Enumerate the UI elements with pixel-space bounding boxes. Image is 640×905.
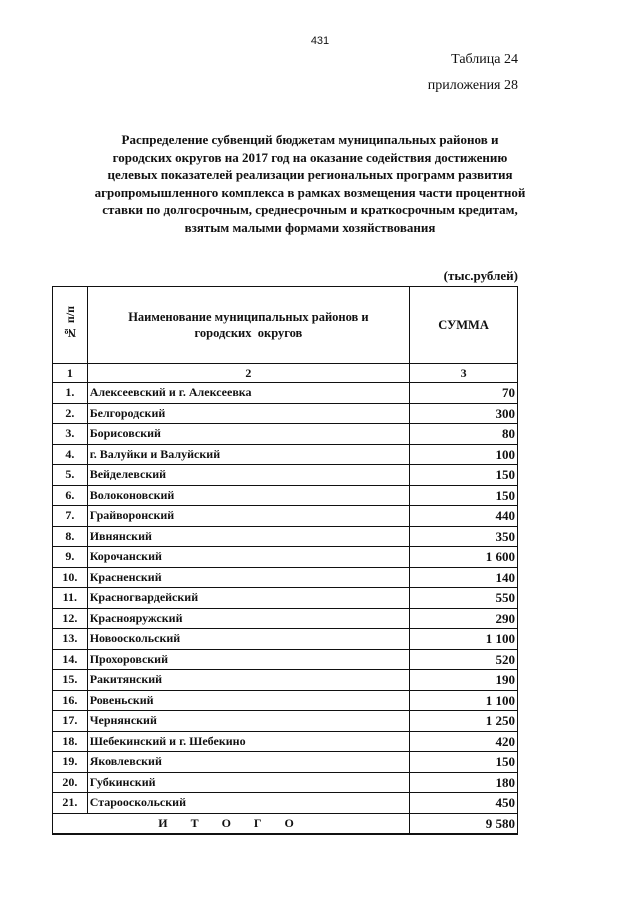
row-sum: 300 bbox=[410, 403, 518, 424]
row-name: Ракитянский bbox=[87, 670, 409, 691]
row-number: 4. bbox=[53, 444, 88, 465]
row-sum: 70 bbox=[410, 383, 518, 404]
table-row bbox=[53, 506, 518, 527]
table-row bbox=[53, 424, 518, 445]
total-sum: 9 580 bbox=[410, 813, 518, 834]
row-sum: 150 bbox=[410, 752, 518, 773]
row-sum: 1 100 bbox=[410, 690, 518, 711]
row-sum: 550 bbox=[410, 588, 518, 609]
row-sum: 450 bbox=[410, 793, 518, 814]
row-name: Губкинский bbox=[87, 772, 409, 793]
row-number: 2. bbox=[53, 403, 88, 424]
row-sum: 290 bbox=[410, 608, 518, 629]
table-row bbox=[53, 465, 518, 486]
table-reference: Таблица 24 bbox=[451, 52, 518, 67]
row-name: Белгородский bbox=[87, 403, 409, 424]
row-sum: 150 bbox=[410, 485, 518, 506]
row-sum: 420 bbox=[410, 731, 518, 752]
table-row bbox=[53, 567, 518, 588]
subvention-table bbox=[52, 286, 518, 835]
table-row bbox=[53, 793, 518, 814]
row-number: 16. bbox=[53, 690, 88, 711]
title-line: Распределение субвенций бюджетам муниципальных районов и bbox=[121, 132, 499, 147]
table-row bbox=[53, 649, 518, 670]
row-number: 1. bbox=[53, 383, 88, 404]
table-row bbox=[53, 690, 518, 711]
row-number: 19. bbox=[53, 752, 88, 773]
table-row bbox=[53, 752, 518, 773]
row-sum: 520 bbox=[410, 649, 518, 670]
total-label: И Т О Г О bbox=[53, 813, 410, 834]
table-row bbox=[53, 383, 518, 404]
row-name: Прохоровский bbox=[87, 649, 409, 670]
row-number: 15. bbox=[53, 670, 88, 691]
table-row bbox=[53, 670, 518, 691]
table-row bbox=[53, 772, 518, 793]
row-sum: 440 bbox=[410, 506, 518, 527]
table-row bbox=[53, 547, 518, 568]
row-sum: 1 250 bbox=[410, 711, 518, 732]
document-title bbox=[60, 131, 560, 236]
row-name: Алексеевский и г. Алексеевка bbox=[87, 383, 409, 404]
row-name: Волоконовский bbox=[87, 485, 409, 506]
header-sum: СУММА bbox=[410, 287, 518, 364]
row-sum: 150 bbox=[410, 465, 518, 486]
appendix-reference: приложения 28 bbox=[427, 78, 518, 93]
row-name: Шебекинский и г. Шебекино bbox=[87, 731, 409, 752]
row-number: 8. bbox=[53, 526, 88, 547]
table-row bbox=[53, 608, 518, 629]
header-name-line: Наименование муниципальных районов и bbox=[128, 310, 369, 324]
column-index-row bbox=[53, 364, 518, 383]
row-number: 17. bbox=[53, 711, 88, 732]
total-row bbox=[53, 813, 518, 834]
row-number: 11. bbox=[53, 588, 88, 609]
row-number: 6. bbox=[53, 485, 88, 506]
title-line: городских округов на 2017 год на оказание содействия достижению bbox=[112, 149, 508, 165]
row-name: Чернянский bbox=[87, 711, 409, 732]
row-number: 21. bbox=[53, 793, 88, 814]
row-sum: 100 bbox=[410, 444, 518, 465]
row-name: г. Валуйки и Валуйский bbox=[87, 444, 409, 465]
column-index: 3 bbox=[410, 364, 518, 383]
row-sum: 140 bbox=[410, 567, 518, 588]
table-row bbox=[53, 588, 518, 609]
row-name: Корочанский bbox=[87, 547, 409, 568]
row-name: Ровеньский bbox=[87, 690, 409, 711]
table-row bbox=[53, 629, 518, 650]
row-sum: 1 600 bbox=[410, 547, 518, 568]
table-row bbox=[53, 526, 518, 547]
row-name: Новооскольский bbox=[87, 629, 409, 650]
header-number bbox=[53, 287, 88, 364]
header-name bbox=[87, 287, 409, 364]
page-number: 431 bbox=[310, 35, 330, 47]
row-name: Вейделевский bbox=[87, 465, 409, 486]
row-number: 7. bbox=[53, 506, 88, 527]
row-name: Ивнянский bbox=[87, 526, 409, 547]
row-name: Яковлевский bbox=[87, 752, 409, 773]
table-row bbox=[53, 444, 518, 465]
row-name: Борисовский bbox=[87, 424, 409, 445]
row-name: Краснояружский bbox=[87, 608, 409, 629]
row-sum: 80 bbox=[410, 424, 518, 445]
row-number: 5. bbox=[53, 465, 88, 486]
header-number-label: № п/п bbox=[62, 305, 77, 341]
row-number: 13. bbox=[53, 629, 88, 650]
title-line: взятым малыми формами хозяйствования bbox=[184, 219, 436, 235]
row-name: Красненский bbox=[87, 567, 409, 588]
row-name: Красногвардейский bbox=[87, 588, 409, 609]
table-row bbox=[53, 403, 518, 424]
row-sum: 190 bbox=[410, 670, 518, 691]
row-sum: 1 100 bbox=[410, 629, 518, 650]
row-name: Грайворонский bbox=[87, 506, 409, 527]
row-number: 18. bbox=[53, 731, 88, 752]
table-row bbox=[53, 731, 518, 752]
column-index: 1 bbox=[53, 364, 88, 383]
row-number: 20. bbox=[53, 772, 88, 793]
title-line: агропромышленного комплекса в рамках возмещения части процентной bbox=[94, 184, 526, 200]
row-number: 3. bbox=[53, 424, 88, 445]
table-row bbox=[53, 485, 518, 506]
column-index: 2 bbox=[87, 364, 409, 383]
row-name: Старооскольский bbox=[87, 793, 409, 814]
row-number: 9. bbox=[53, 547, 88, 568]
table-header-row bbox=[53, 287, 518, 364]
row-number: 12. bbox=[53, 608, 88, 629]
row-number: 10. bbox=[53, 567, 88, 588]
row-number: 14. bbox=[53, 649, 88, 670]
header-name-line: городских округов bbox=[194, 326, 303, 340]
title-line: целевых показателей реализации региональных программ развития bbox=[107, 167, 513, 182]
units-label: (тыс.рублей) bbox=[443, 268, 518, 283]
row-sum: 350 bbox=[410, 526, 518, 547]
table-row bbox=[53, 711, 518, 732]
table-body bbox=[53, 383, 518, 814]
row-sum: 180 bbox=[410, 772, 518, 793]
title-line: ставки по долгосрочным, среднесрочным и краткосрочным кредитам, bbox=[102, 202, 518, 217]
